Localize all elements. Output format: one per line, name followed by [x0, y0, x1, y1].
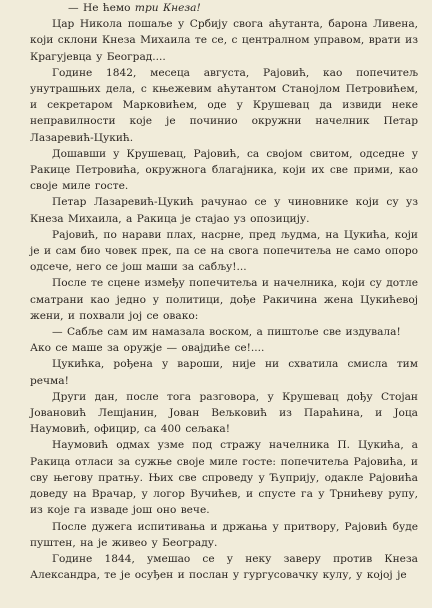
page-text	[30, 0, 418, 583]
heading-prefix: — Не ћемо	[68, 2, 131, 14]
quoted-speech: — Сабље сам им намазала воском, а пиштоље све издувала! Ако се маше за оружје — овајдиће се!....	[30, 326, 401, 355]
paragraph: Петар Лазаревић-Цукић рачунао се у чиновнике који су уз Кнеза Михаила, а Ракица је стајао уз опозицију.	[30, 196, 418, 225]
paragraph: Рајовић, по нарави плах, насрне, пред људма, на Цукића, који је и сам био човек прек, па се на свога попечитеља не само опоро одсече, него се још маши за сабљу!...	[30, 228, 418, 274]
paragraph: Године 1842, месеца августа, Рајовић, као попечитељ унутрашњих дела, с књежевим аћутантом Станојлом Петровићем, и секретаром Марковићем, оде у Крушевац да извиди неке неправилности које је починио окружни начелник Петар Лазаревић-Цукић.	[30, 66, 418, 144]
paragraph: Други дан, после тога разговора, у Крушевац дођу Стојан Јовановић Лешјанин, Јован Вељковић из Параћина, и Јоца Наумовић, официр, са 400 сељака!	[30, 390, 418, 436]
paragraph: Дошавши у Крушевац, Рајовић, са својом свитом, одседне у Ракице Петровића, окружнога благајника, који их све прими, као своје миле госте.	[30, 147, 418, 193]
paragraph: Цар Никола пошаље у Србију свога аћутанта, барона Ливена, који склони Кнеза Михаила те се, с централном управом, врати из Крагујевца у Београд....	[30, 18, 418, 63]
paragraph: Цукићка, рођена у вароши, није ни схватила смисла тим речма!	[30, 358, 418, 387]
heading-title: три Кнеза!	[134, 2, 201, 14]
paragraph: После те сцене између попечитеља и начелника, који су дотле сматрани као једно у политици, дође Ракичина жена Цукићевој жени, и похвали јој се овако:	[30, 277, 418, 322]
section-heading	[30, 0, 418, 16]
paragraph: Наумовић одмах узме под стражу начелника П. Цукића, а Ракица отласи за сужње своје миле госте: попечитеља Рајовића, и сву његову пратњу. Њих све спроведу у Ћуприју, одакле Рајовића доведу на Врачар, у логор Вучићев, и спусте га у Трнићеву рупу, из које га изваде још оно вече.	[30, 439, 418, 517]
paragraph: После дужега испитивања и држања у притвору, Рајовић буде пуштен, на је живео у Београду.	[30, 520, 418, 549]
paragraph: Године 1844, умешао се у неку заверу против Кнеза Александра, те је осуђен и послан у гургусовачку кулу, у којој је	[30, 552, 418, 582]
